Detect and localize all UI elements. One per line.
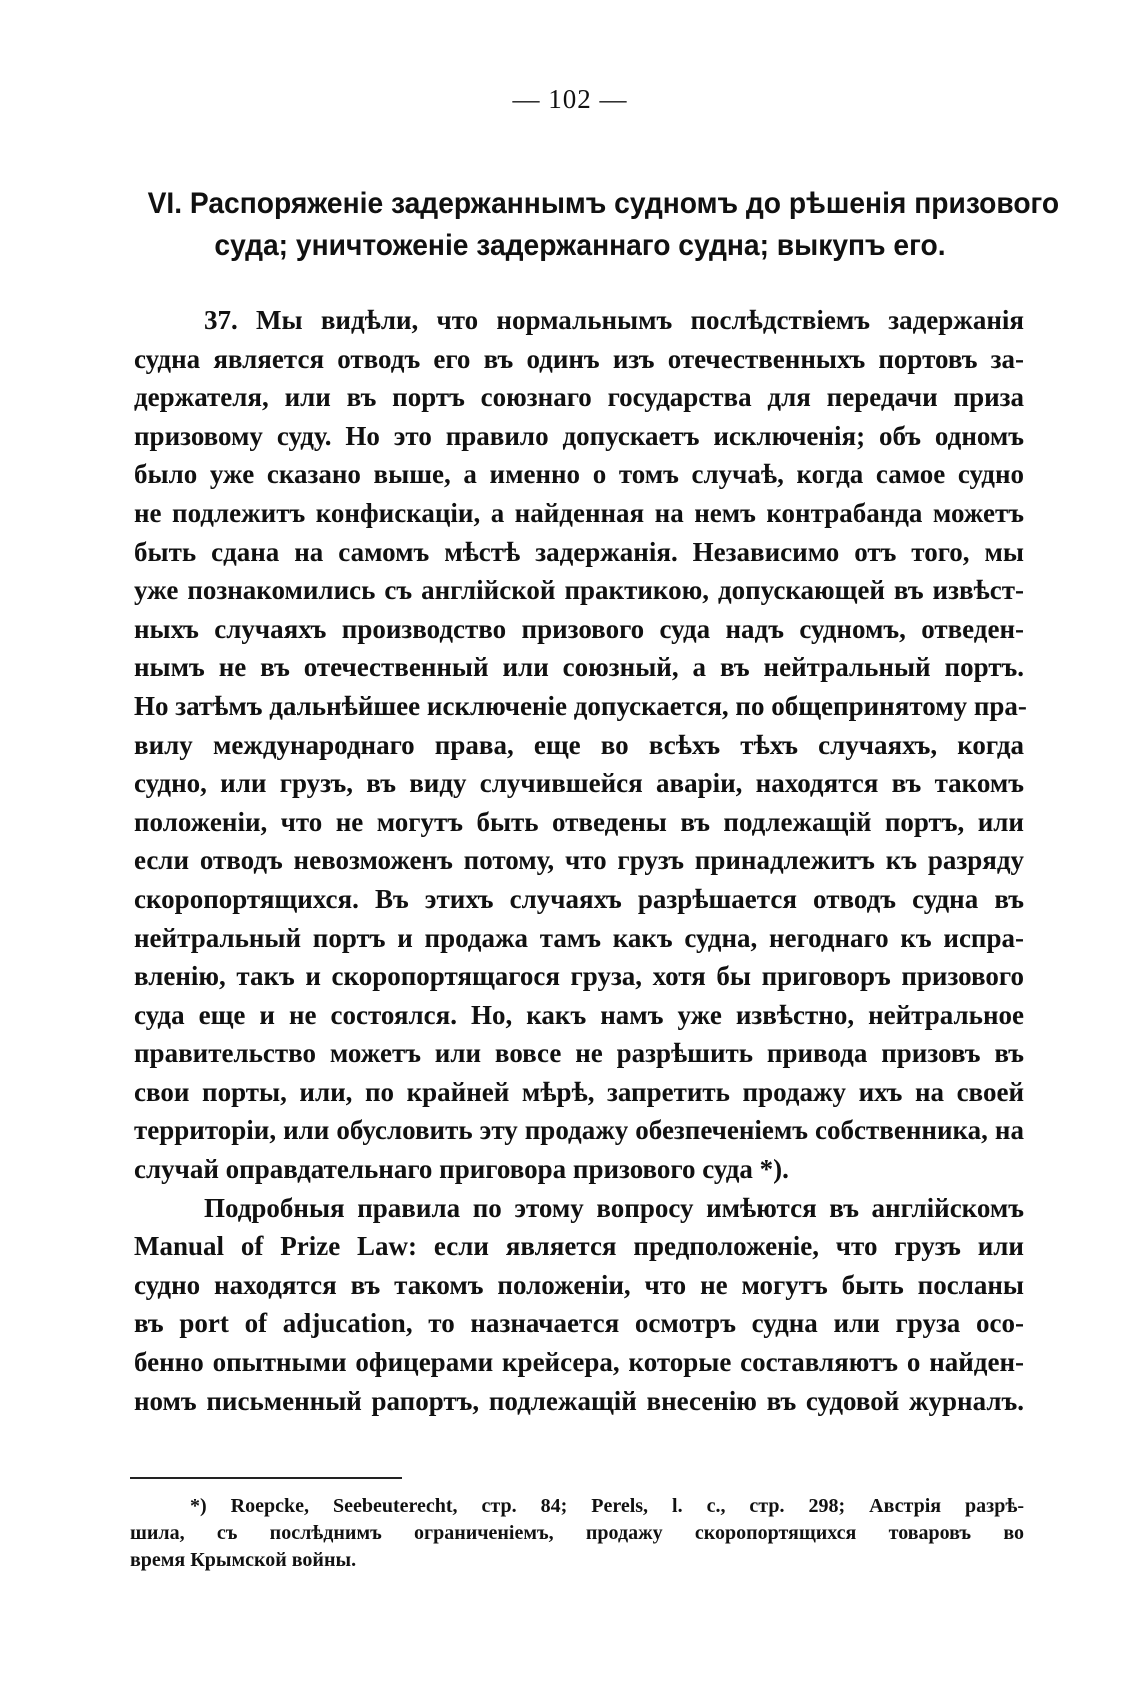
text-line: ныхъ случаяхъ производство призового суда надъ судномъ, отведен- (134, 613, 1024, 644)
text-line: вленію, такъ и скоропортящагося груза, хотя бы приговоръ призового (134, 961, 1024, 992)
body-text (134, 301, 1027, 1420)
text-line: суда еще и не состоялся. Но, какъ намъ уже извѣстно, нейтральное (134, 999, 1024, 1030)
text-line: судно находятся въ такомъ положеніи, что не могутъ быть посланы (134, 1269, 1024, 1300)
paragraph-manual (134, 1189, 1024, 1421)
paragraph-37 (134, 301, 1027, 1189)
text-line: территоріи, или обусловить эту продажу обезпеченіемъ собственника, на (134, 1115, 1024, 1146)
text-line: было уже сказано выше, а именно о томъ случаѣ, когда самое судно (134, 459, 1024, 490)
text-line: судно, или грузъ, въ виду случившейся аваріи, находятся въ такомъ (134, 768, 1024, 799)
text-line: въ port of adjucation, то назначается осмотръ судна или груза осо- (134, 1308, 1024, 1339)
text-line: не подлежитъ конфискаціи, а найденная на немъ контрабанда можетъ (134, 497, 1024, 528)
text-line: уже познакомились съ англійской практикою, допускающей въ извѣст- (134, 575, 1024, 606)
text-line: вилу международнаго права, еще во всѣхъ тѣхъ случаяхъ, когда (134, 729, 1024, 760)
text-line: номъ письменный рапортъ, подлежащій внесенію въ судовой журналъ. (134, 1385, 1024, 1416)
footnote-line: *) Roepcke, Seebeuterecht, стр. 84; Perels, l. c., стр. 298; Австрія разрѣ- (190, 1495, 1024, 1517)
text-line: призовому суду. Но это правило допускаетъ исключенія; объ одномъ (134, 420, 1024, 451)
text-line: нымъ не въ отечественный или союзный, а въ нейтральный портъ. (134, 652, 1024, 683)
text-line: судна является отводъ его въ одинъ изъ отечественныхъ портовъ за- (134, 343, 1024, 374)
text-line: правительство можетъ или вовсе не разрѣшить привода призовъ въ (134, 1038, 1024, 1069)
text-line: Но затѣмъ дальнѣйшее исключеніе допускается, по общепринятому пра- (134, 690, 1027, 721)
text-line: если отводъ невозможенъ потому, что грузъ принадлежитъ къ разряду (134, 845, 1024, 876)
text-line: свои порты, или, по крайней мѣрѣ, запретить продажу ихъ на своей (134, 1076, 1024, 1107)
footnote (130, 1493, 1024, 1574)
text-line: скоропортящихся. Въ этихъ случаяхъ разрѣшается отводъ судна въ (134, 883, 1024, 914)
text-line: держателя, или въ портъ союзнаго государства для передачи приза (134, 382, 1024, 413)
text-line: случай оправдательнаго приговора призового суда *). (134, 1154, 789, 1185)
text-line: положеніи, что не могутъ быть отведены въ подлежащій портъ, или (134, 806, 1024, 837)
heading-line: суда; уничтоженіе задержаннаго судна; выкупъ его. (214, 229, 946, 262)
footnote-line: шила, съ послѣднимъ ограниченіемъ, продажу скоропортящихся товаровъ во (130, 1522, 1024, 1544)
text-line: 37. Мы видѣли, что нормальнымъ послѣдствіемъ задержанія (204, 305, 1024, 335)
text-line: Подробныя правила по этому вопросу имѣются въ англійскомъ (204, 1192, 1024, 1223)
section-heading (147, 183, 1060, 267)
footnote-line: время Крымской войны. (130, 1549, 357, 1571)
page-number: — 102 — (512, 84, 628, 114)
heading-line: VI. Распоряженіе задержаннымъ судномъ до рѣшенія призового (147, 187, 1060, 220)
text-line: нейтральный портъ и продажа тамъ какъ судна, негоднаго къ испра- (134, 922, 1024, 953)
text-line: Manual of Prize Law: если является предположеніе, что грузъ или (134, 1231, 1024, 1262)
text-line: бенно опытными офицерами крейсера, которые составляютъ о найден- (134, 1347, 1024, 1378)
text-line: быть сдана на самомъ мѣстѣ задержанія. Независимо отъ того, мы (134, 536, 1024, 567)
footnote-divider (130, 1477, 402, 1479)
